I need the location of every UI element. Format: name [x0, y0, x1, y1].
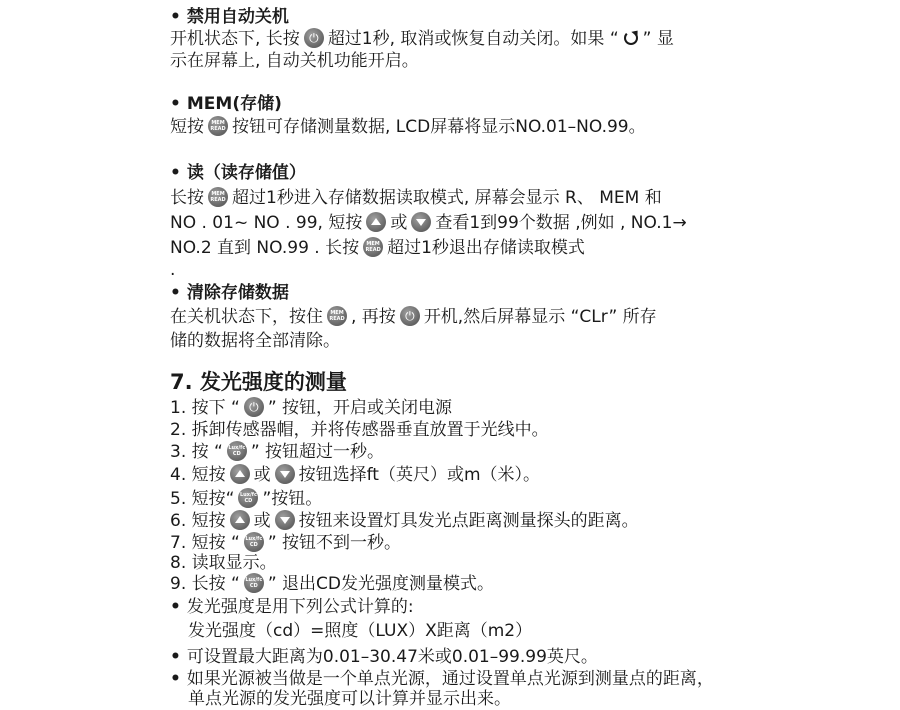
step-8: 8. 读取显示。 — [170, 553, 277, 573]
down-arrow-button-icon — [411, 212, 431, 232]
mem-title: MEM(存储) — [186, 94, 282, 114]
bullet-icon: • — [170, 7, 181, 27]
text: 短按 — [170, 117, 204, 137]
text: 如果光源被当做是一个单点光源，通过设置单点光源到测量点的距离， — [186, 669, 714, 689]
text: 可设置最大距离为0.01–30.47米或0.01–99.99英尺。 — [186, 647, 598, 667]
text: 开机,然后屏幕显示 “CLr” 所存 — [423, 307, 657, 327]
text: 长按 — [170, 188, 204, 208]
lux-fc-cd-button-icon — [238, 488, 258, 508]
clear-title: 清除存储数据 — [186, 283, 289, 303]
read-text-line1 — [170, 187, 662, 209]
up-arrow-button-icon — [230, 464, 250, 484]
text: ”按钮。 — [262, 489, 323, 509]
text: 或 — [253, 465, 271, 485]
text: ” 按钮，开启或关闭电源 — [267, 398, 453, 418]
lux-fc-cd-button-icon — [244, 573, 264, 593]
auto-off-title: 禁用自动关机 — [186, 7, 289, 27]
point-source-continuation: 单点光源的发光强度可以计算并显示出来。 — [188, 689, 511, 709]
up-arrow-button-icon — [366, 212, 386, 232]
lux-fc-cd-button-icon — [244, 532, 264, 552]
step-7 — [170, 532, 401, 554]
power-button-icon — [400, 306, 420, 326]
mem-read-button-icon — [208, 116, 228, 136]
text: 1. 按下 “ — [170, 398, 240, 418]
text: 4. 短按 — [170, 465, 226, 485]
text: 发光强度是用下列公式计算的: — [186, 597, 414, 617]
text: 7. 短按 “ — [170, 533, 240, 553]
formula-line: 发光强度（cd）=照度（LUX）X距离（m2） — [188, 621, 533, 641]
mem-title-line — [170, 93, 282, 115]
text: 按钮来设置灯具发光点距离测量探头的距离。 — [298, 511, 639, 531]
bullet-icon: • — [170, 597, 181, 617]
step-1 — [170, 397, 452, 419]
down-arrow-button-icon — [275, 464, 295, 484]
up-arrow-button-icon — [230, 510, 250, 530]
bullet-icon: • — [170, 94, 181, 114]
text: ” 按钮不到一秒。 — [267, 533, 402, 553]
mem-read-button-icon — [208, 187, 228, 207]
mem-read-button-icon — [327, 306, 347, 326]
text: 或 — [253, 511, 271, 531]
clear-title-line — [170, 282, 289, 304]
clear-text-line1 — [170, 306, 657, 328]
bullet-icon: • — [170, 163, 181, 183]
text: ” 退出CD发光强度测量模式。 — [267, 574, 495, 594]
text: 按钮可存储测量数据, LCD屏幕将显示NO.01–NO.99。 — [232, 117, 646, 137]
text: 超过1秒退出存储读取模式 — [387, 238, 585, 258]
text: , 再按 — [351, 307, 396, 327]
step-4 — [170, 464, 540, 486]
text: 5. 短按“ — [170, 489, 235, 509]
text: ” 按钮超过一秒。 — [250, 442, 385, 462]
read-text-line2 — [170, 212, 687, 234]
read-text-line4: . — [170, 260, 176, 280]
mem-text-line1 — [170, 116, 646, 138]
step-2: 2. 拆卸传感器帽，并将传感器垂直放置于光线中。 — [170, 420, 549, 440]
power-button-icon — [244, 397, 264, 417]
clear-text-line2: 储的数据将全部清除。 — [170, 331, 340, 351]
text: 9. 长按 “ — [170, 574, 240, 594]
text: 超过1秒进入存储数据读取模式, 屏幕会显示 R、 MEM 和 — [232, 188, 662, 208]
bullet-formula — [170, 596, 414, 618]
text: 或 — [390, 213, 408, 233]
text: NO . 01~ NO . 99, 短按 — [170, 213, 363, 233]
text: NO.2 直到 NO.99 . 长按 — [170, 238, 360, 258]
bullet-icon: • — [170, 647, 181, 667]
auto-off-icon — [623, 30, 639, 46]
step-3 — [170, 441, 384, 463]
down-arrow-button-icon — [275, 510, 295, 530]
bullet-icon: • — [170, 283, 181, 303]
text: 开机状态下, 长按 — [170, 29, 300, 49]
read-text-line3 — [170, 237, 585, 259]
text: 按钮选择ft（英尺）或m（米）。 — [298, 465, 541, 485]
step-5 — [170, 488, 322, 510]
lux-fc-cd-button-icon — [227, 441, 247, 461]
text: 查看1到99个数据 ,例如 , NO.1→ — [435, 213, 687, 233]
bullet-icon: • — [170, 669, 181, 689]
auto-off-title-line — [170, 6, 289, 28]
step-9 — [170, 573, 494, 595]
text: 超过1秒, 取消或恢复自动关闭。如果 “ — [327, 29, 619, 49]
power-button-icon — [304, 28, 324, 48]
text: 3. 按 “ — [170, 442, 223, 462]
mem-read-button-icon — [363, 237, 383, 257]
bullet-point-source — [170, 668, 714, 690]
text: 在关机状态下，按住 — [170, 307, 323, 327]
text: ” 显 — [642, 29, 674, 49]
section-7-title: 7. 发光强度的测量 — [170, 370, 347, 394]
text: 6. 短按 — [170, 511, 226, 531]
bullet-max-distance — [170, 646, 598, 668]
read-title: 读（读存储值） — [186, 163, 306, 183]
step-6 — [170, 510, 639, 532]
auto-off-text-line1 — [170, 28, 674, 50]
read-title-line — [170, 162, 306, 184]
auto-off-text-line2: 示在屏幕上, 自动关机功能开启。 — [170, 51, 419, 71]
